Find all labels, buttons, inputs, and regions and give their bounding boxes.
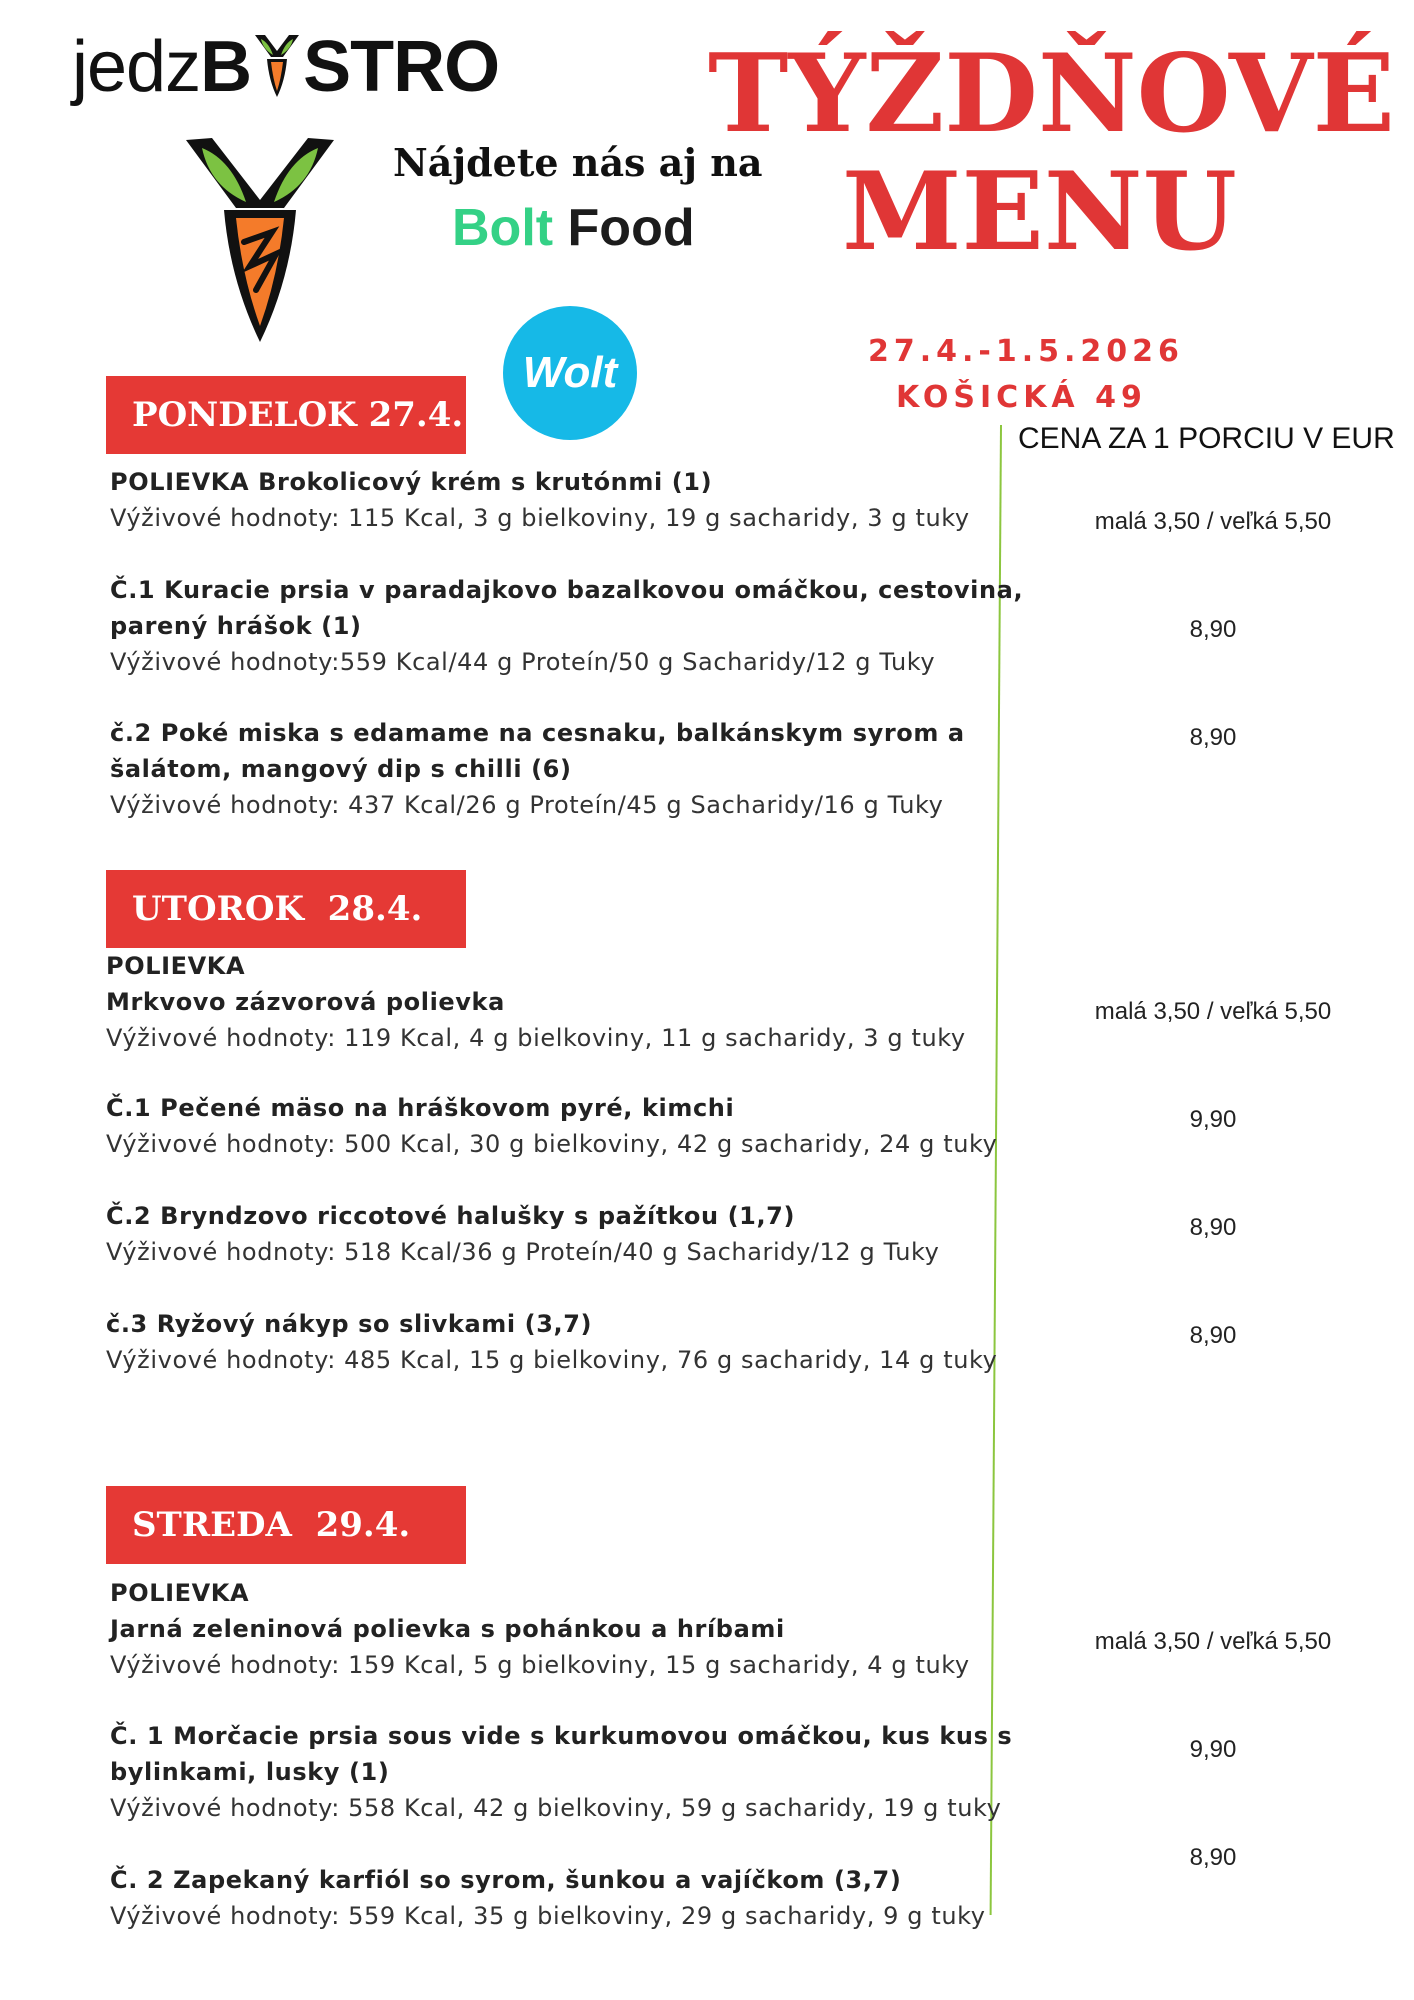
price: malá 3,50 / veľká 5,50 [1094, 508, 1332, 535]
price: malá 3,50 / veľká 5,50 [1094, 1628, 1332, 1655]
wolt-logo: Wolt [503, 306, 637, 440]
price: 8,90 [1189, 1844, 1237, 1871]
carrot-icon [180, 130, 340, 350]
nutrition-info: Výživové hodnoty: 558 Kcal, 42 g bielkoviny, 59 g sacharidy, 19 g tuky [110, 1794, 1002, 1822]
address: KOŠICKÁ 49 [896, 380, 1147, 415]
day-header-wednesday: STREDA 29.4. [106, 1486, 466, 1564]
dish-name: POLIEVKA [110, 1579, 250, 1607]
menu-item [106, 1090, 997, 1162]
nutrition-info: Výživové hodnoty: 485 Kcal, 15 g bielkoviny, 76 g sacharidy, 14 g tuky [106, 1346, 998, 1374]
day-header-monday: PONDELOK 27.4. [106, 376, 466, 454]
bolt-food-logo [452, 198, 695, 258]
menu-item [110, 572, 1023, 680]
menu-item [110, 1718, 1012, 1826]
dish-name: Č.1 Kuracie prsia v paradajkovo bazalkovou omáčkou, cestovina, [110, 576, 1024, 604]
price: 8,90 [1189, 1214, 1237, 1241]
menu-item [110, 1862, 986, 1934]
dish-name: č.2 Poké miska s edamame na cesnaku, balkánskym syrom a [110, 719, 965, 747]
nutrition-info: Výživové hodnoty: 437 Kcal/26 g Proteín/45 g Sacharidy/16 g Tuky [110, 791, 944, 819]
dish-name: č.3 Ryžový nákyp so slivkami (3,7) [106, 1310, 593, 1338]
menu-item [106, 1198, 939, 1270]
price: 8,90 [1189, 1322, 1237, 1349]
nutrition-info: Výživové hodnoty:559 Kcal/44 g Proteín/50 g Sacharidy/12 g Tuky [110, 648, 936, 676]
bolt-logo-green: Bolt [452, 199, 554, 257]
dish-name: POLIEVKA [106, 952, 246, 980]
menu-item [110, 715, 965, 823]
title-line-1: TÝŽDŇOVÉ [708, 31, 1395, 157]
brand-logo [72, 26, 499, 108]
menu-item [106, 948, 966, 1056]
day-header-tuesday: UTOROK 28.4. [106, 870, 466, 948]
find-us-text: Nájdete nás aj na [393, 140, 763, 185]
dish-name-cont: Mrkvovo zázvorová polievka [106, 988, 505, 1016]
dish-name-cont: parený hrášok (1) [110, 612, 362, 640]
price: malá 3,50 / veľká 5,50 [1094, 998, 1332, 1025]
logo-text-light: jedz [72, 27, 201, 107]
logo-text-rest: STRO [303, 27, 500, 107]
dish-name: Č.1 Pečené mäso na hráškovom pyré, kimchi [106, 1094, 735, 1122]
dish-name-cont: šalátom, mangový dip s chilli (6) [110, 755, 572, 783]
dish-name: Č.2 Bryndzovo riccotové halušky s pažítkou (1,7) [106, 1202, 796, 1230]
nutrition-info: Výživové hodnoty: 159 Kcal, 5 g bielkoviny, 15 g sacharidy, 4 g tuky [110, 1651, 970, 1679]
price: 9,90 [1189, 1736, 1237, 1763]
nutrition-info: Výživové hodnoty: 115 Kcal, 3 g bielkoviny, 19 g sacharidy, 3 g tuky [110, 504, 970, 532]
menu-item [110, 1575, 970, 1683]
date-range: 27.4.-1.5.2026 [868, 334, 1184, 369]
logo-carrot-icon [251, 33, 303, 99]
price-heading: CENA ZA 1 PORCIU V EUR [1018, 422, 1395, 455]
dish-name-cont: bylinkami, lusky (1) [110, 1758, 390, 1786]
nutrition-info: Výživové hodnoty: 500 Kcal, 30 g bielkoviny, 42 g sacharidy, 24 g tuky [106, 1130, 998, 1158]
dish-name: POLIEVKA Brokolicový krém s krutónmi (1) [110, 468, 713, 496]
price: 8,90 [1189, 616, 1237, 643]
dish-name-cont: Jarná zeleninová polievka s pohánkou a hríbami [110, 1615, 785, 1643]
nutrition-info: Výživové hodnoty: 518 Kcal/36 g Proteín/40 g Sacharidy/12 g Tuky [106, 1238, 940, 1266]
nutrition-info: Výživové hodnoty: 559 Kcal, 35 g bielkoviny, 29 g sacharidy, 9 g tuky [110, 1902, 986, 1930]
bolt-logo-dark: Food [553, 199, 695, 257]
title-line-2: MENU [842, 149, 1237, 275]
price: 8,90 [1189, 724, 1237, 751]
menu-item [110, 464, 970, 536]
price: 9,90 [1189, 1106, 1237, 1133]
menu-item [106, 1306, 997, 1378]
logo-text-b: B [200, 27, 252, 107]
dish-name: Č. 1 Morčacie prsia sous vide s kurkumovou omáčkou, kus kus s [110, 1722, 1013, 1750]
nutrition-info: Výživové hodnoty: 119 Kcal, 4 g bielkoviny, 11 g sacharidy, 3 g tuky [106, 1024, 966, 1052]
dish-name: Č. 2 Zapekaný karfiól so syrom, šunkou a vajíčkom (3,7) [110, 1866, 902, 1894]
